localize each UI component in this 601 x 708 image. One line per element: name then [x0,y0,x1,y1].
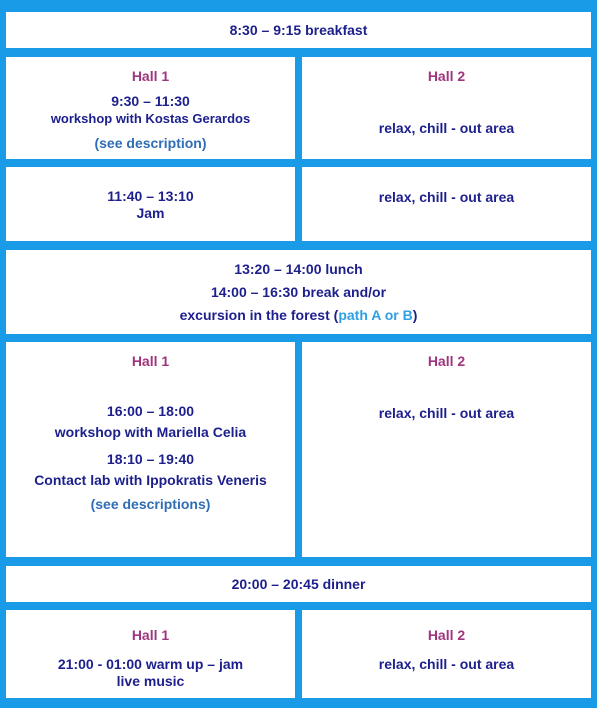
block1-hall2 [300,55,593,161]
session-description: Contact lab with Ippokratis Veneris [34,472,267,488]
block4-hall2 [300,608,593,700]
dinner-text: 20:00 – 20:45 dinner [231,576,366,592]
block2-hall2 [300,165,593,243]
lunch-text: 13:20 – 14:00 lunch [234,261,363,277]
hall1-title: Hall 1 [131,353,170,369]
session-time: 18:10 – 19:40 [106,451,195,467]
hall1-title: Hall 1 [131,68,170,84]
breakfast-row [4,10,593,50]
dinner-row [4,564,593,604]
excursion-text [180,307,418,324]
session-description: live music [116,673,185,689]
breakfast-text: 8:30 – 9:15 breakfast [229,22,368,38]
block3-hall1 [4,340,297,559]
block1-hall1 [4,55,297,161]
excursion-prefix: excursion in the forest ( [179,307,339,323]
block4-hall1 [4,608,297,700]
session-description: Jam [136,205,165,221]
block2-hall1 [4,165,297,243]
block3-hall2 [300,340,593,559]
session-description: workshop with Mariella Celia [54,424,247,440]
hall1-title: Hall 1 [131,627,170,643]
hall2-description: relax, chill - out area [378,405,515,421]
session-description: workshop with Kostas Gerardos [50,111,251,126]
hall2-title: Hall 2 [427,68,466,84]
excursion-suffix: ) [412,307,418,323]
session-time: 11:40 – 13:10 [107,188,194,204]
session-time: 16:00 – 18:00 [106,403,195,419]
hall2-description: relax, chill - out area [378,656,515,672]
see-descriptions-link[interactable]: (see descriptions) [90,496,211,512]
break-text: 14:00 – 16:30 break and/or [210,284,387,300]
hall2-title: Hall 2 [427,627,466,643]
hall2-description: relax, chill - out area [378,120,515,136]
hall2-description: relax, chill - out area [378,189,515,205]
see-description-link[interactable]: (see description) [94,135,207,151]
session-time: 9:30 – 11:30 [111,93,190,109]
session-time: 21:00 - 01:00 warm up – jam [57,656,244,672]
midday-row [4,248,593,336]
hall2-title: Hall 2 [427,353,466,369]
path-link[interactable]: path A or B [338,307,413,323]
